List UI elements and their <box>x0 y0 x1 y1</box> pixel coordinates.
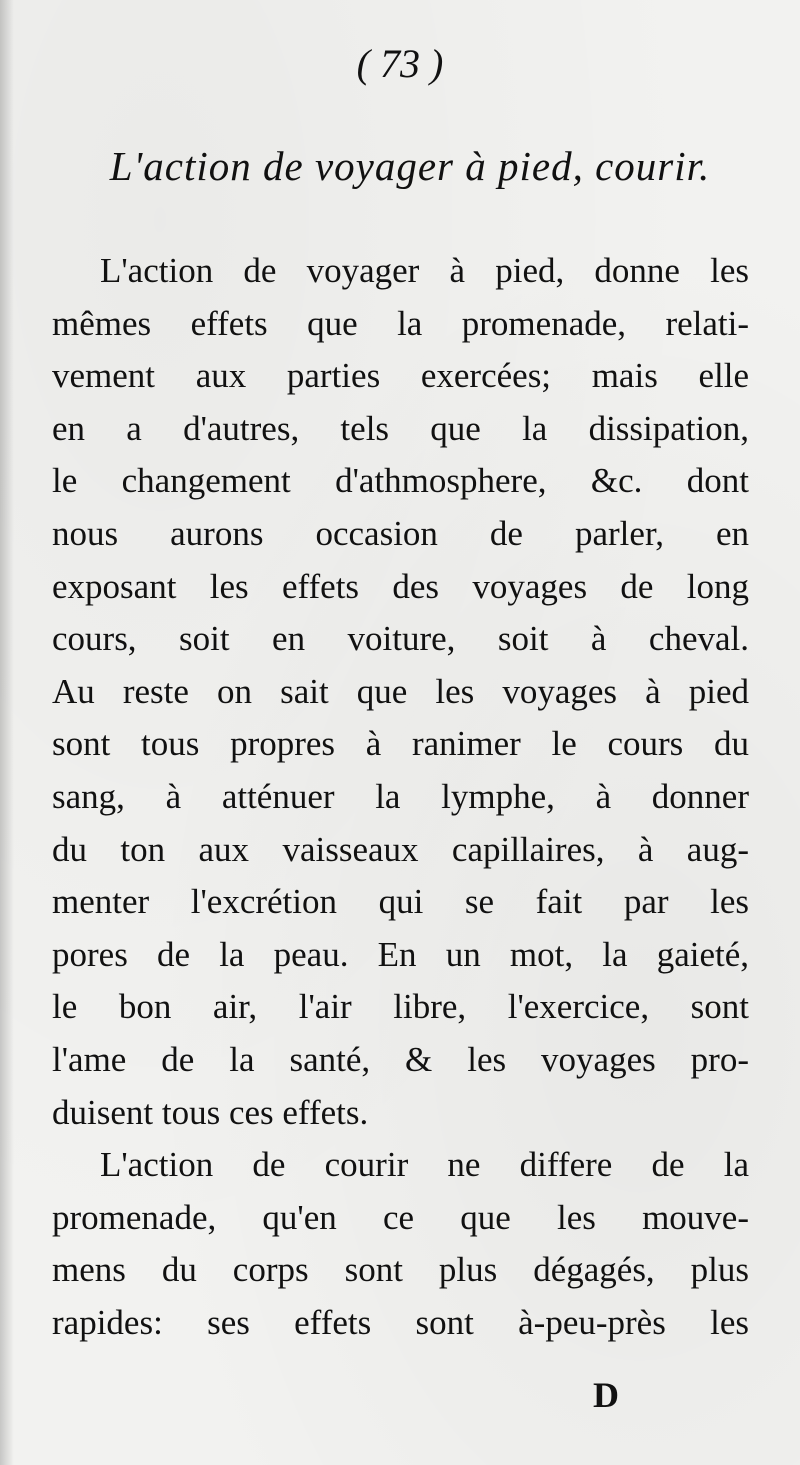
text-line: exposant les effets des voyages de long <box>52 566 749 606</box>
text-line: du ton aux vaisseaux capillaires, à aug- <box>52 829 749 869</box>
text-line: L'action de voyager à pied, donne les <box>100 251 749 290</box>
body-text <box>52 245 749 1349</box>
text-line: L'action de courir ne differe de la <box>100 1145 749 1185</box>
page-gutter-shadow <box>0 0 14 1465</box>
text-line: menter l'excrétion qui se fait par les <box>52 882 749 922</box>
text-line: mens du corps sont plus dégagés, plus <box>52 1250 749 1290</box>
text-line: vement aux parties exercées; mais elle <box>52 356 749 396</box>
text-line: rapides: ses effets sont à-peu-près les <box>52 1302 749 1342</box>
text-line: sont tous propres à ranimer le cours du <box>52 724 749 764</box>
text-line: Au reste on sait que les voyages à pied <box>52 671 749 711</box>
text-line: mêmes effets que la promenade, relati- <box>52 303 749 343</box>
chapter-heading: L'action de voyager à pied, courir. <box>109 143 711 189</box>
text-line: en a d'autres, tels que la dissipation, <box>52 408 749 448</box>
text-line: l'ame de la santé, & les voyages pro- <box>52 1039 749 1079</box>
text-line: pores de la peau. En un mot, la gaieté, <box>52 934 749 974</box>
signature-mark: D <box>593 1375 619 1415</box>
text-line: le bon air, l'air libre, l'exercice, sont <box>52 987 749 1027</box>
text-line: sang, à atténuer la lymphe, à donner <box>52 776 749 816</box>
text-line: duisent tous ces effets. <box>52 1092 369 1132</box>
text-line: promenade, qu'en ce que les mouve- <box>52 1197 749 1237</box>
text-line: nous aurons occasion de parler, en <box>52 513 749 553</box>
page-number: ( 73 ) <box>356 41 444 86</box>
text-line: le changement d'athmosphere, &c. dont <box>52 461 749 501</box>
text-line: cours, soit en voiture, soit à cheval. <box>52 619 749 659</box>
